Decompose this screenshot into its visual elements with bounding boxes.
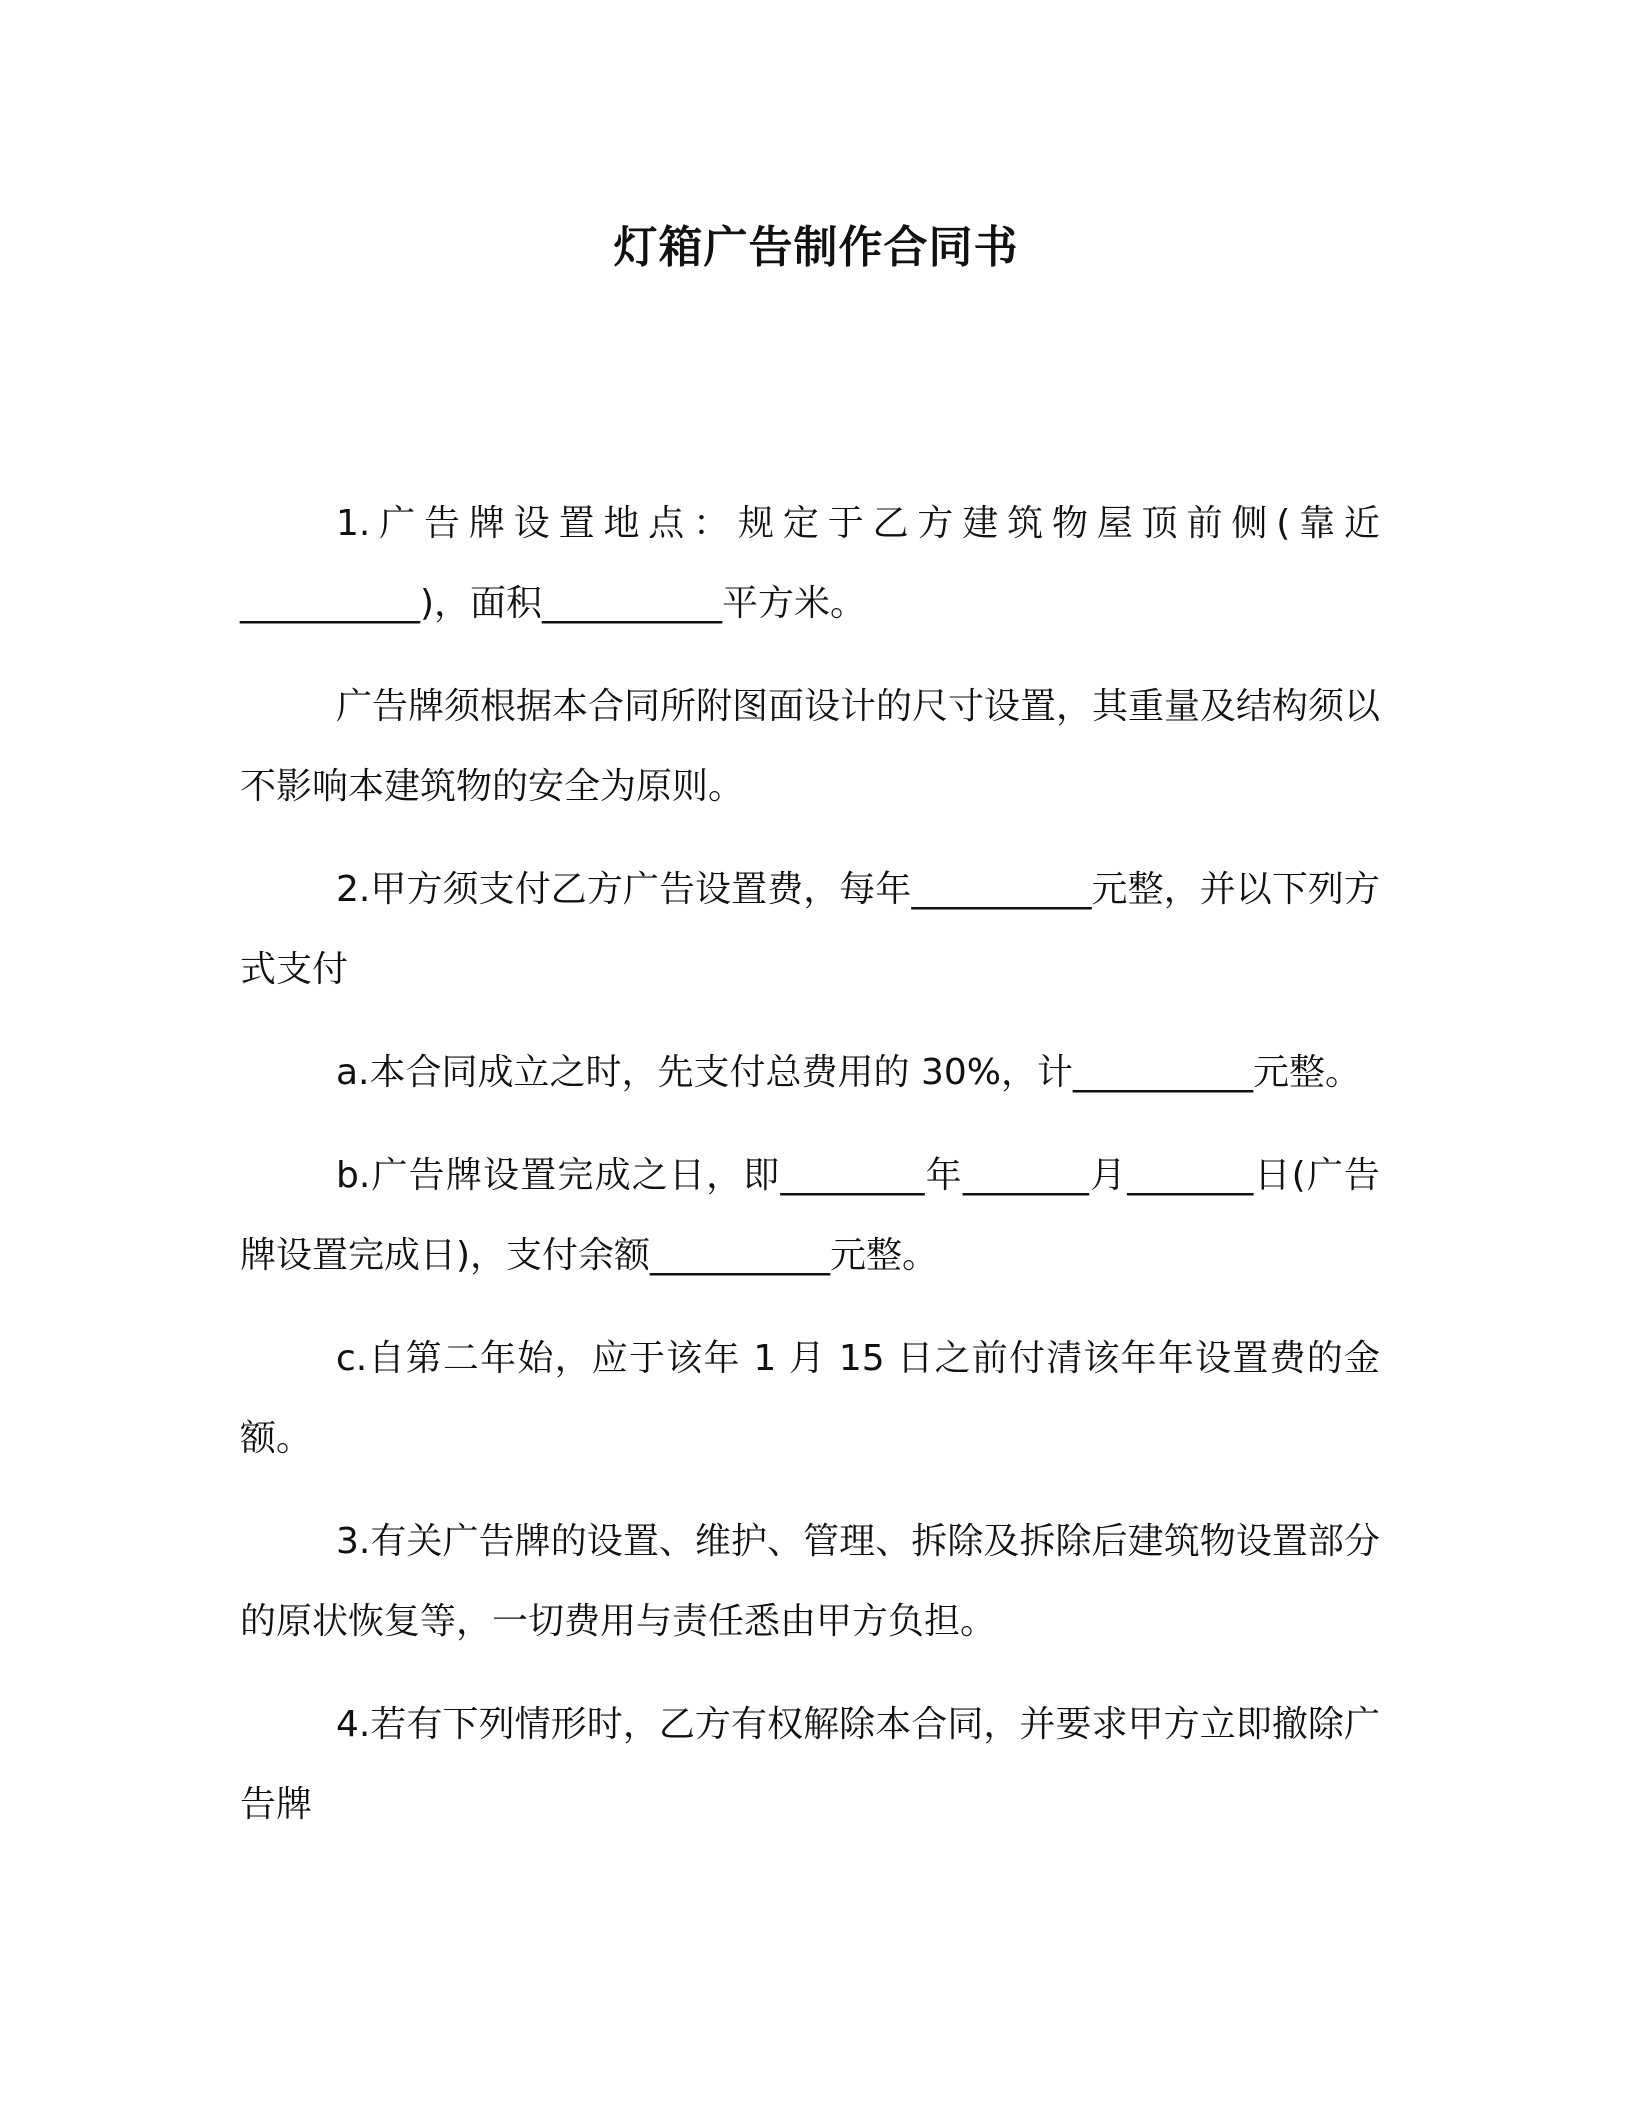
- clause-1-design-note: 广告牌须根据本合同所附图面设计的尺寸设置，其重量及结构须以不影响本建筑物的安全为原则。: [240, 686, 1381, 807]
- clause-3-responsibility: 3.有关广告牌的设置、维护、管理、拆除及拆除后建筑物设置部分的原状恢复等，一切费用与责任悉由甲方负担。: [240, 1521, 1380, 1642]
- clause-4-termination: 4.若有下列情形时，乙方有权解除本合同，并要求甲方立即撤除广告牌: [240, 1704, 1380, 1825]
- document-title: 灯箱广告制作合同书: [613, 222, 1019, 273]
- document-body: [240, 484, 1380, 1868]
- clause-1-location: 1.广告牌设置地点：规定于乙方建筑物屋顶前侧(靠近__________)，面积__________平方米。: [240, 503, 1380, 624]
- clause-2-fee: 2.甲方须支付乙方广告设置费，每年__________元整，并以下列方式支付: [240, 869, 1380, 990]
- clause-2c-annual-payment: c.自第二年始，应于该年 1 月 15 日之前付清该年年设置费的金额。: [240, 1338, 1380, 1459]
- clause-2b-balance-payment: b.广告牌设置完成之日，即________年_______月_______日(广告牌设置完成日)，支付余额__________元整。: [240, 1155, 1380, 1276]
- clause-2a-first-payment: a.本合同成立之时，先支付总费用的 30%，计__________元整。: [336, 1052, 1361, 1093]
